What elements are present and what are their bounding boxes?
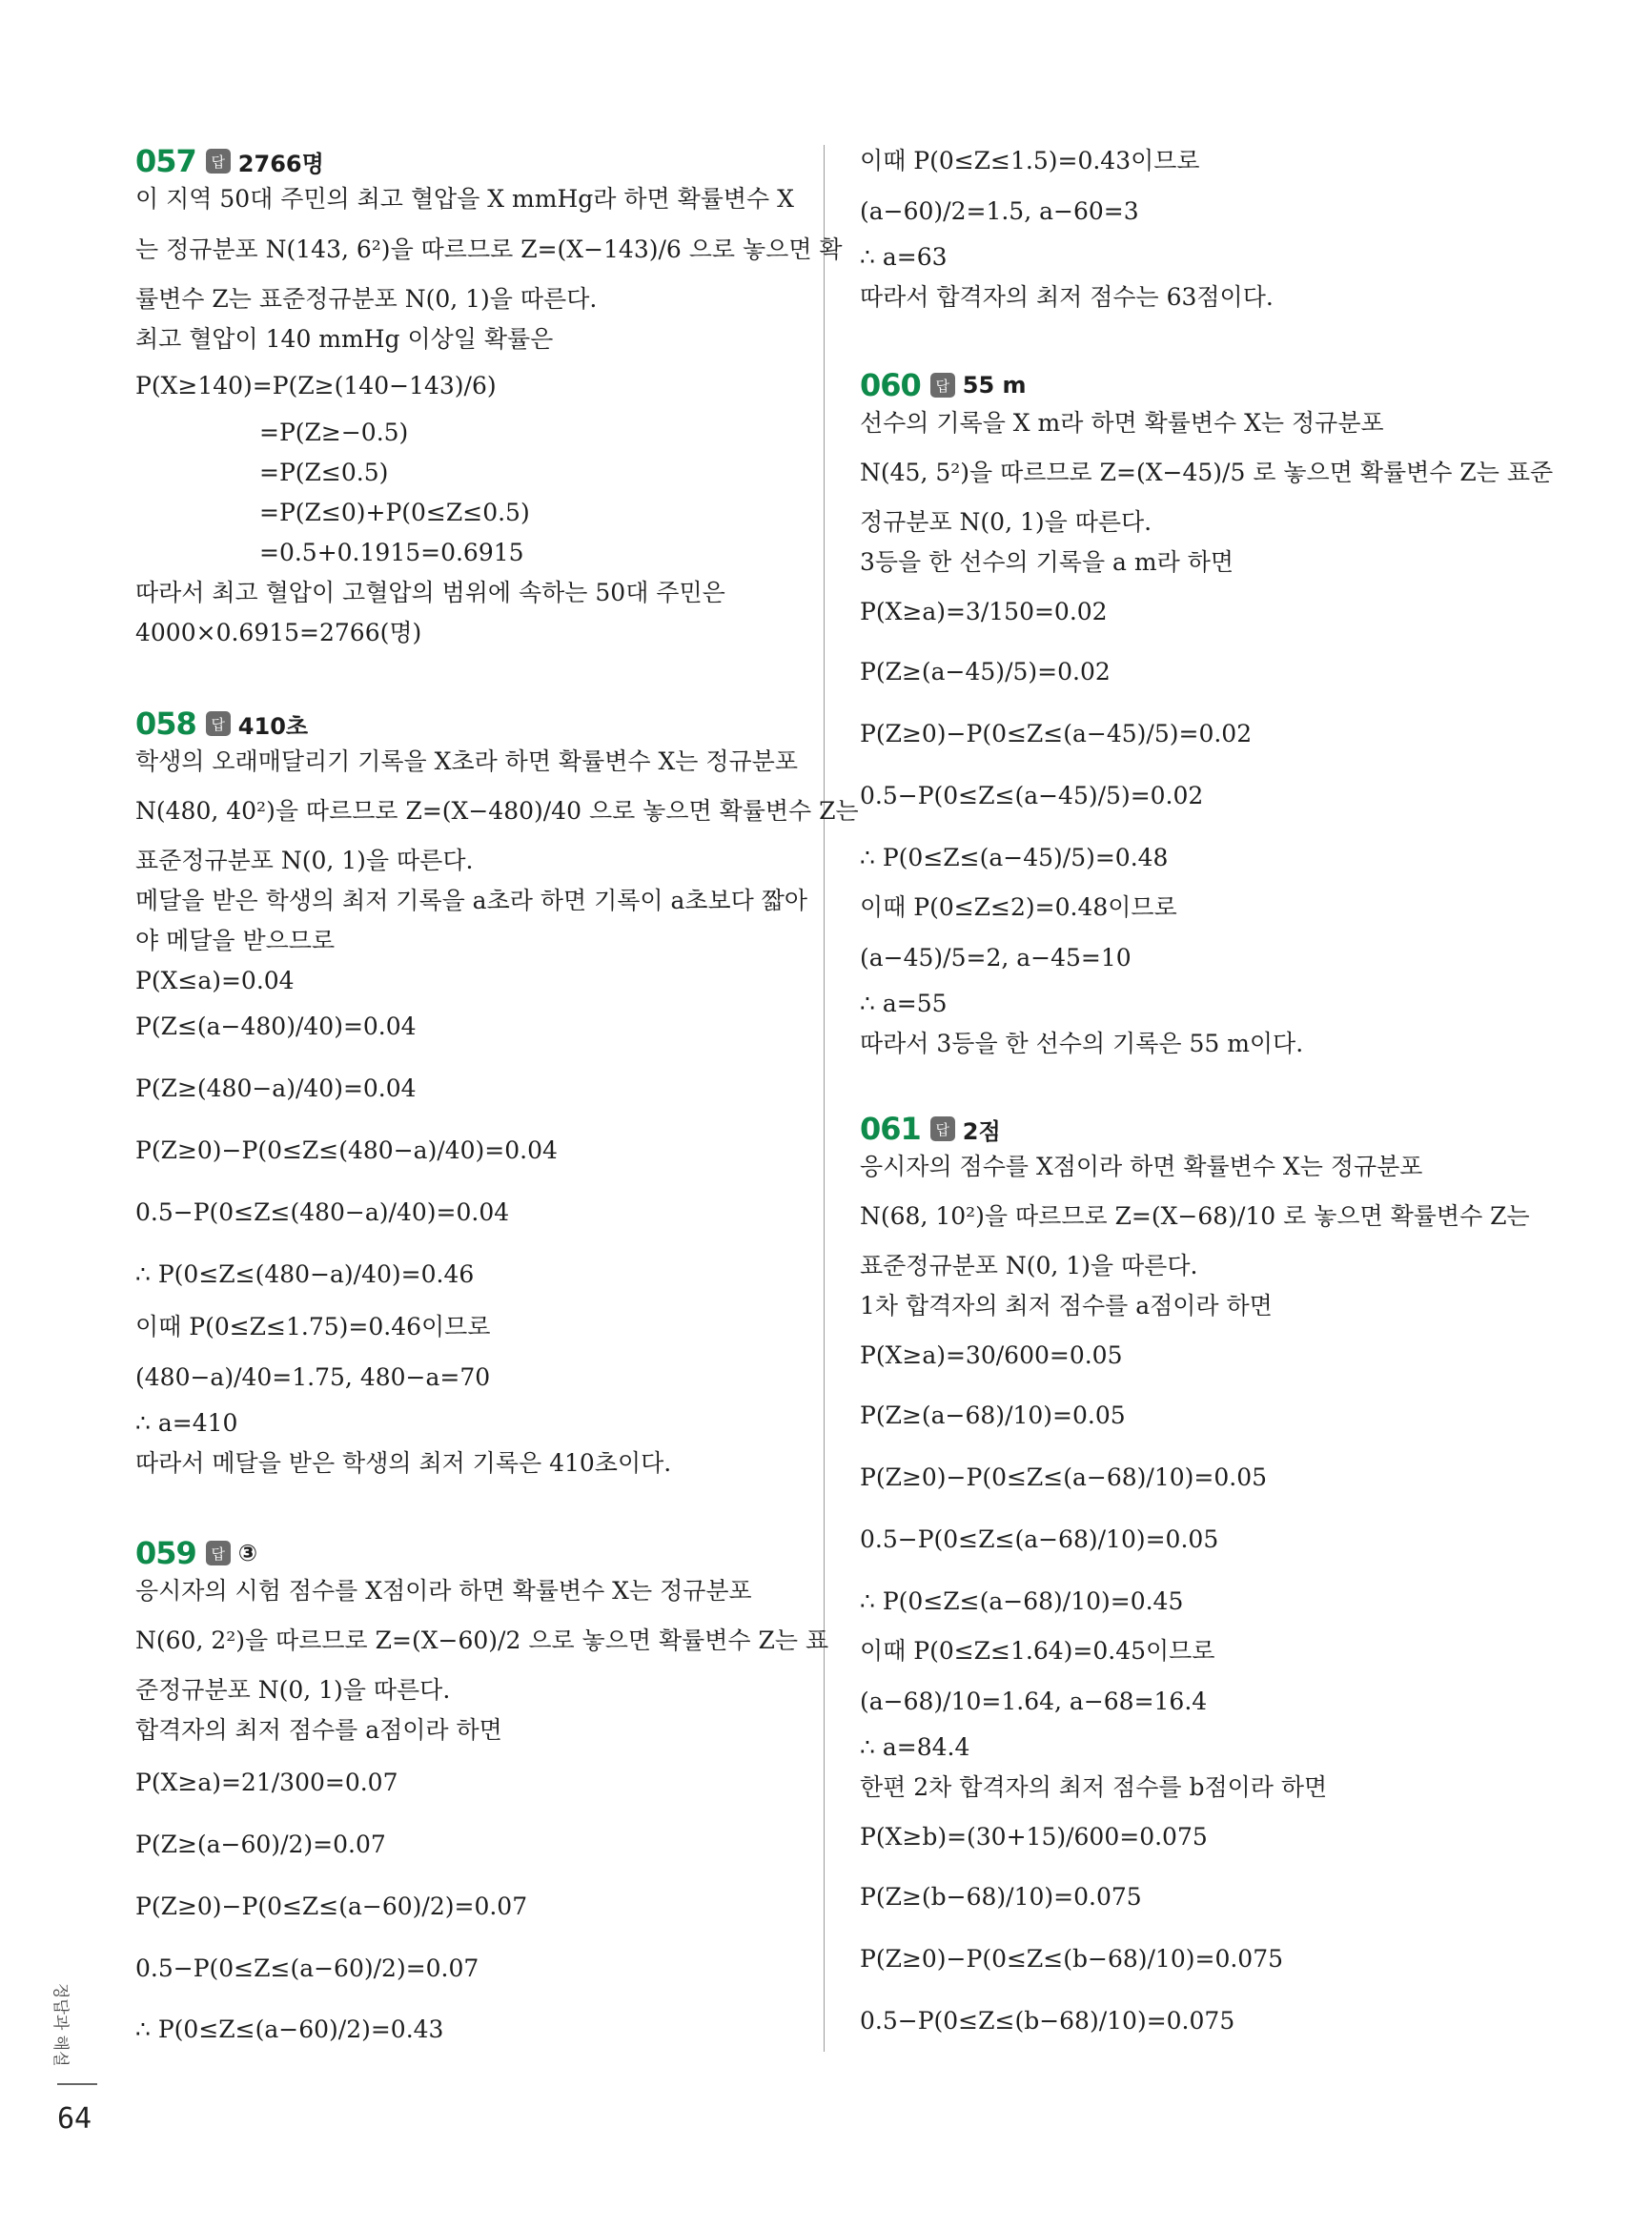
solution-line: 0.5−P(0≤Z≤(480−a)/40)=0.04 xyxy=(135,1198,510,1226)
solution-line: 률변수 Z는 표준정규분포 N(0, 1)을 따른다. xyxy=(135,285,598,313)
problem-number: 059 xyxy=(135,1535,196,1571)
answer-text: 55 m xyxy=(962,372,1027,399)
solution-line: N(60, 2²)을 따르므로 Z=(X−60)/2 으로 놓으면 확률변수 Z는 표 xyxy=(135,1626,829,1654)
solution-line: 따라서 메달을 받은 학생의 최저 기록은 410초이다. xyxy=(135,1449,672,1477)
solution-line: ∴ P(0≤Z≤(a−60)/2)=0.43 xyxy=(135,2015,444,2043)
solution-line: P(Z≥(a−45)/5)=0.02 xyxy=(860,658,1111,685)
solution-line: 1차 합격자의 최저 점수를 a점이라 하면 xyxy=(860,1292,1273,1320)
page-number-rule xyxy=(57,2083,97,2085)
solution-line: =0.5+0.1915=0.6915 xyxy=(259,539,524,566)
solution-line: 합격자의 최저 점수를 a점이라 하면 xyxy=(135,1716,502,1744)
solution-line: 표준정규분포 N(0, 1)을 따른다. xyxy=(135,847,474,874)
solution-line: P(Z≥(a−60)/2)=0.07 xyxy=(135,1831,386,1858)
solution-line: 이때 P(0≤Z≤1.5)=0.43이므로 xyxy=(860,147,1200,174)
solution-line: 응시자의 점수를 X점이라 하면 확률변수 X는 정규분포 xyxy=(860,1153,1423,1180)
solution-line: 이때 P(0≤Z≤1.75)=0.46이므로 xyxy=(135,1313,491,1340)
answer-badge: 답 xyxy=(206,711,231,736)
solution-line: (a−60)/2=1.5, a−60=3 xyxy=(860,197,1139,225)
solution-line: 학생의 오래매달리기 기록을 X초라 하면 확률변수 X는 정규분포 xyxy=(135,747,798,775)
solution-line: P(X≥140)=P(Z≥(140−143)/6) xyxy=(135,372,497,399)
solution-line: P(Z≥(a−68)/10)=0.05 xyxy=(860,1401,1126,1429)
solution-line: P(Z≥0)−P(0≤Z≤(480−a)/40)=0.04 xyxy=(135,1136,558,1164)
solution-line: P(Z≥0)−P(0≤Z≤(a−45)/5)=0.02 xyxy=(860,720,1253,747)
solution-line: =P(Z≥−0.5) xyxy=(259,419,409,446)
problem-059-header xyxy=(135,1535,257,1571)
problem-061-header xyxy=(860,1111,1001,1147)
solution-line: 이때 P(0≤Z≤1.64)=0.45이므로 xyxy=(860,1637,1215,1665)
solution-line: N(68, 10²)을 따르므로 Z=(X−68)/10 로 놓으면 확률변수 Z는 xyxy=(860,1202,1530,1230)
problem-number: 057 xyxy=(135,143,196,179)
solution-line: P(Z≥0)−P(0≤Z≤(a−68)/10)=0.05 xyxy=(860,1463,1268,1491)
solution-line: 최고 혈압이 140 mmHg 이상일 확률은 xyxy=(135,325,554,353)
solution-line: 0.5−P(0≤Z≤(a−68)/10)=0.05 xyxy=(860,1525,1219,1553)
solution-line: P(X≤a)=0.04 xyxy=(135,967,295,994)
page-number: 64 xyxy=(57,2102,92,2136)
solution-line: (a−68)/10=1.64, a−68=16.4 xyxy=(860,1688,1208,1715)
solution-line: =P(Z≤0)+P(0≤Z≤0.5) xyxy=(259,499,530,526)
solution-line: P(Z≥0)−P(0≤Z≤(b−68)/10)=0.075 xyxy=(860,1945,1284,1973)
solution-line: P(X≥a)=3/150=0.02 xyxy=(860,598,1108,625)
solution-line: N(45, 5²)을 따르므로 Z=(X−45)/5 로 놓으면 확률변수 Z는 표준 xyxy=(860,459,1554,486)
solution-line: (480−a)/40=1.75, 480−a=70 xyxy=(135,1363,491,1391)
answer-badge: 답 xyxy=(930,1116,955,1141)
solution-line: 이 지역 50대 주민의 최고 혈압을 X mmHg라 하면 확률변수 X xyxy=(135,185,794,213)
answer-text: 410초 xyxy=(237,712,309,740)
solution-line: (a−45)/5=2, a−45=10 xyxy=(860,944,1132,972)
problem-number: 058 xyxy=(135,706,196,742)
problem-number: 061 xyxy=(860,1111,921,1147)
solution-line: ∴ a=410 xyxy=(135,1409,238,1437)
answer-text: ③ xyxy=(237,1540,258,1566)
solution-line: 준정규분포 N(0, 1)을 따른다. xyxy=(135,1676,451,1704)
solution-line: P(Z≤(a−480)/40)=0.04 xyxy=(135,1013,417,1040)
solution-line: P(Z≥(b−68)/10)=0.075 xyxy=(860,1883,1142,1911)
solution-line: P(X≥a)=21/300=0.07 xyxy=(135,1769,398,1796)
answer-badge: 답 xyxy=(930,373,955,398)
solution-line: 따라서 3등을 한 선수의 기록은 55 m이다. xyxy=(860,1030,1304,1057)
solution-line: 야 메달을 받으므로 xyxy=(135,927,336,954)
solution-line: 는 정규분포 N(143, 6²)을 따르므로 Z=(X−143)/6 으로 놓으면 확 xyxy=(135,235,843,263)
answer-badge: 답 xyxy=(206,149,231,174)
column-divider xyxy=(824,145,825,2052)
solution-line: 따라서 최고 혈압이 고혈압의 범위에 속하는 50대 주민은 xyxy=(135,579,725,606)
answer-text: 2점 xyxy=(962,1117,1001,1145)
solution-line: 이때 P(0≤Z≤2)=0.48이므로 xyxy=(860,893,1177,921)
side-label-text: 정답과 해설 xyxy=(51,1983,70,2067)
solution-line: 한편 2차 합격자의 최저 점수를 b점이라 하면 xyxy=(860,1773,1328,1801)
solution-line: P(Z≥(480−a)/40)=0.04 xyxy=(135,1074,417,1102)
side-section-label xyxy=(48,1983,86,2097)
solution-line: 4000×0.6915=2766(명) xyxy=(135,619,422,646)
solution-line: 응시자의 시험 점수를 X점이라 하면 확률변수 X는 정규분포 xyxy=(135,1577,752,1605)
solution-line: 메달을 받은 학생의 최저 기록을 a초라 하면 기록이 a초보다 짧아 xyxy=(135,887,808,914)
solution-line: 표준정규분포 N(0, 1)을 따른다. xyxy=(860,1252,1198,1279)
solution-line: 따라서 합격자의 최저 점수는 63점이다. xyxy=(860,283,1274,311)
solution-line: ∴ a=63 xyxy=(860,243,948,271)
solution-line: P(X≥b)=(30+15)/600=0.075 xyxy=(860,1823,1208,1851)
solution-line: 0.5−P(0≤Z≤(b−68)/10)=0.075 xyxy=(860,2007,1235,2035)
solution-line: ∴ P(0≤Z≤(480−a)/40)=0.46 xyxy=(135,1260,475,1288)
solution-line: ∴ P(0≤Z≤(a−68)/10)=0.45 xyxy=(860,1587,1184,1615)
answer-badge: 답 xyxy=(206,1541,231,1565)
solution-line: =P(Z≤0.5) xyxy=(259,459,389,486)
solution-line: 선수의 기록을 X m라 하면 확률변수 X는 정규분포 xyxy=(860,409,1384,437)
solution-line: 3등을 한 선수의 기록을 a m라 하면 xyxy=(860,548,1234,576)
solution-line: 정규분포 N(0, 1)을 따른다. xyxy=(860,508,1152,536)
answer-text: 2766명 xyxy=(237,150,324,177)
solution-line: 0.5−P(0≤Z≤(a−60)/2)=0.07 xyxy=(135,1954,479,1982)
solution-line: P(Z≥0)−P(0≤Z≤(a−60)/2)=0.07 xyxy=(135,1892,528,1920)
solution-line: 0.5−P(0≤Z≤(a−45)/5)=0.02 xyxy=(860,782,1204,809)
solution-line: ∴ a=55 xyxy=(860,990,948,1017)
problem-057-header xyxy=(135,143,324,179)
solution-line: N(480, 40²)을 따르므로 Z=(X−480)/40 으로 놓으면 확률변수 Z는 xyxy=(135,797,859,825)
solution-line: ∴ P(0≤Z≤(a−45)/5)=0.48 xyxy=(860,844,1169,871)
solution-line: ∴ a=84.4 xyxy=(860,1733,970,1761)
problem-058-header xyxy=(135,706,308,742)
solution-line: P(X≥a)=30/600=0.05 xyxy=(860,1341,1123,1369)
problem-060-header xyxy=(860,367,1027,403)
problem-number: 060 xyxy=(860,367,921,403)
